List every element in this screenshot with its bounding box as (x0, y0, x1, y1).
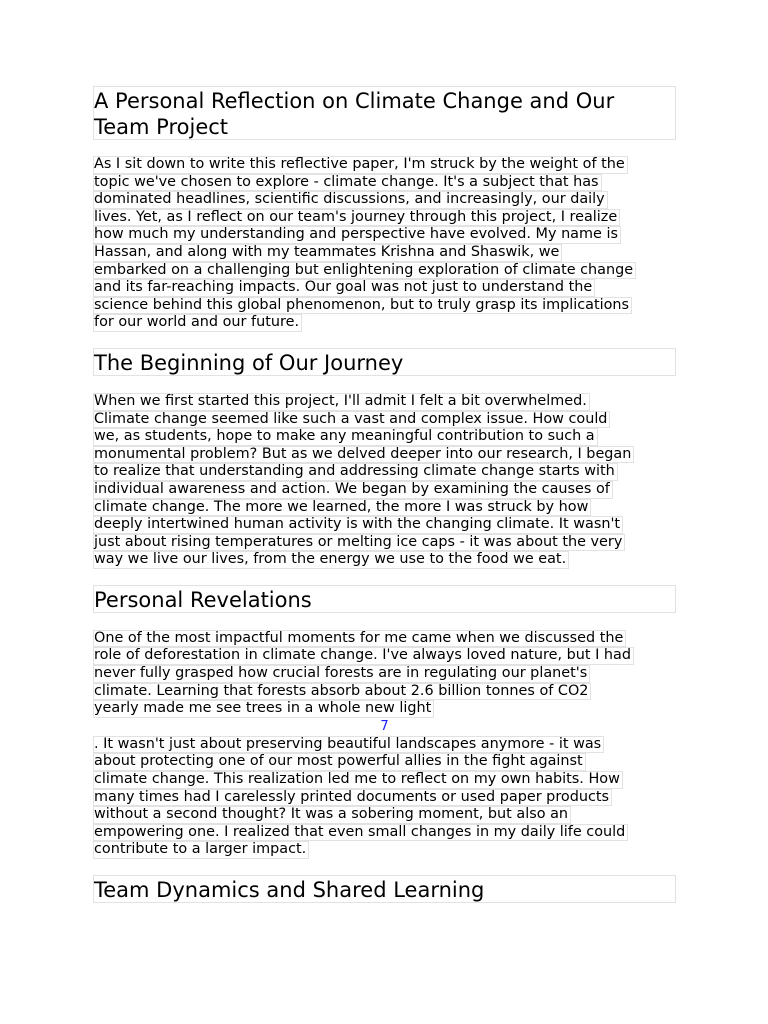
text-line: deeply intertwined human activity is with the changing climate. It wasn't (93, 516, 623, 534)
text-line: to realize that understanding and addressing climate change starts with (93, 463, 618, 481)
text-line: we, as students, hope to make any meaningful contribution to such a (93, 428, 598, 446)
text-line: never fully grasped how crucial forests are in regulating our planet's (93, 665, 590, 683)
text-line: role of deforestation in climate change. I've always loved nature, but I had (93, 647, 634, 665)
text-line: monumental problem? But as we delved deeper into our research, I began (93, 446, 634, 464)
text-line: empowering one. I realized that even small changes in my daily life could (93, 824, 628, 842)
text-line: dominated headlines, scientific discussions, and increasingly, our daily (93, 191, 608, 209)
text-line: Climate change seemed like such a vast and complex issue. How could (93, 411, 610, 429)
title-line: Team Project (94, 115, 229, 139)
section-heading: The Beginning of Our Journey (93, 348, 676, 376)
text-line: As I sit down to write this reflective paper, I'm struck by the weight of the (93, 156, 628, 174)
text-line: contribute to a larger impact. (93, 841, 309, 859)
section-paragraph (93, 393, 676, 569)
text-line: and its far-reaching impacts. Our goal was not just to understand the (93, 279, 595, 297)
text-line: just about rising temperatures or melting ice caps - it was about the very (93, 534, 625, 552)
intro-paragraph (93, 156, 676, 332)
text-line: individual awareness and action. We began by examining the causes of (93, 481, 613, 499)
text-line: lives. Yet, as I reflect on our team's journey through this project, I realize (93, 209, 620, 227)
text-line: When we first started this project, I'll admit I felt a bit overwhelmed. (93, 393, 590, 411)
text-line: topic we've chosen to explore - climate change. It's a subject that has (93, 174, 602, 192)
document-page (93, 86, 676, 903)
text-line: climate. Learning that forests absorb about 2.6 billion tonnes of CO2 (93, 683, 591, 701)
title-line: A Personal Reflection on Climate Change and Our (94, 89, 615, 113)
text-line: embarked on a challenging but enlightening exploration of climate change (93, 262, 636, 280)
text-line: . It wasn't just about preserving beautiful landscapes anymore - it was (93, 736, 604, 754)
text-line: Hassan, and along with my teammates Krishna and Shaswik, we (93, 244, 562, 262)
footnote-reference-link[interactable]: 7 (380, 718, 389, 734)
text-line: how much my understanding and perspective have evolved. My name is (93, 226, 621, 244)
text-line: many times had I carelessly printed documents or used paper products (93, 789, 612, 807)
text-line: about protecting one of our most powerful allies in the fight against (93, 753, 586, 771)
section-paragraph-continued (93, 736, 676, 859)
section-heading: Personal Revelations (93, 585, 676, 613)
document-title (93, 86, 676, 140)
section-heading: Team Dynamics and Shared Learning (93, 875, 676, 903)
text-line: way we live our lives, from the energy we use to the food we eat. (93, 551, 569, 569)
text-line: without a second thought? It was a sobering moment, but also an (93, 806, 571, 824)
text-line: One of the most impactful moments for me came when we discussed the (93, 630, 626, 648)
section-paragraph (93, 630, 676, 718)
text-line: for our world and our future. (93, 314, 302, 332)
text-line: climate change. The more we learned, the more I was struck by how (93, 499, 591, 517)
text-line: science behind this global phenomenon, but to truly grasp its implications (93, 297, 632, 315)
text-line: climate change. This realization led me to reflect on my own habits. How (93, 771, 623, 789)
text-line: yearly made me see trees in a whole new light (93, 700, 434, 718)
